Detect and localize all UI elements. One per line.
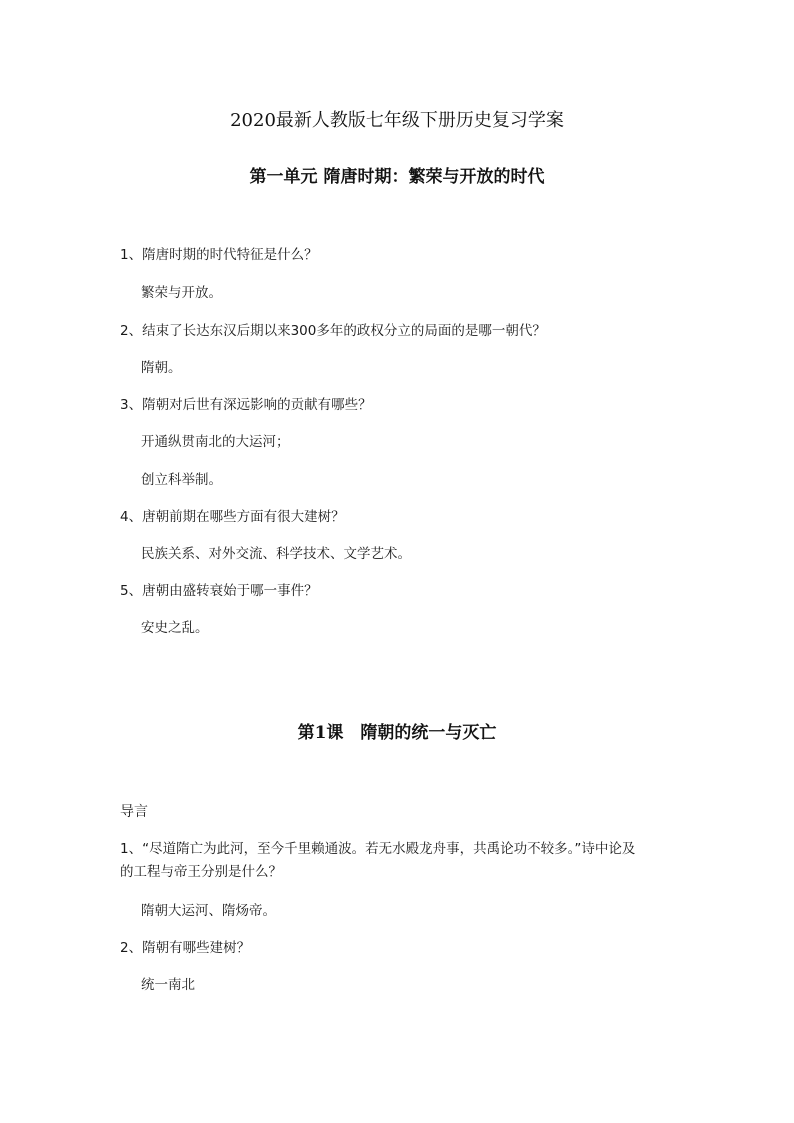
unit-question-2: 2、结束了长达东汉后期以来300多年的政权分立的局面的是哪一朝代？ bbox=[120, 323, 546, 339]
lesson-question-1-line1: 1、“尽道隋亡为此河，至今千里赖通波。若无水殿龙舟事，共禹论功不较多。”诗中论及 bbox=[120, 841, 636, 857]
unit-answer-4: 民族关系、对外交流、科学技术、文学艺术。 bbox=[141, 546, 411, 562]
unit-answer-3b: 创立科举制。 bbox=[141, 472, 222, 488]
unit-question-4: 4、唐朝前期在哪些方面有很大建树？ bbox=[120, 509, 345, 525]
unit-answer-1: 繁荣与开放。 bbox=[141, 285, 222, 301]
intro-label: 导言 bbox=[120, 804, 148, 820]
document-title: 2020最新人教版七年级下册历史复习学案 bbox=[230, 110, 564, 131]
lesson-question-1-line2: 的工程与帝王分别是什么？ bbox=[120, 864, 282, 880]
unit-answer-3a: 开通纵贯南北的大运河； bbox=[141, 434, 290, 450]
unit-question-1: 1、隋唐时期的时代特征是什么？ bbox=[120, 247, 318, 263]
unit-heading: 第一单元 隋唐时期：繁荣与开放的时代 bbox=[249, 167, 545, 187]
unit-question-3: 3、隋朝对后世有深远影响的贡献有哪些？ bbox=[120, 397, 372, 413]
lesson-heading: 第1课 隋朝的统一与灭亡 bbox=[297, 723, 497, 743]
lesson-answer-2: 统一南北 bbox=[141, 977, 195, 993]
unit-question-5: 5、唐朝由盛转衰始于哪一事件？ bbox=[120, 583, 318, 599]
unit-answer-5: 安史之乱。 bbox=[141, 620, 209, 636]
lesson-answer-1: 隋朝大运河、隋炀帝。 bbox=[141, 903, 276, 919]
lesson-question-2: 2、隋朝有哪些建树？ bbox=[120, 940, 251, 956]
unit-answer-2: 隋朝。 bbox=[141, 360, 182, 376]
